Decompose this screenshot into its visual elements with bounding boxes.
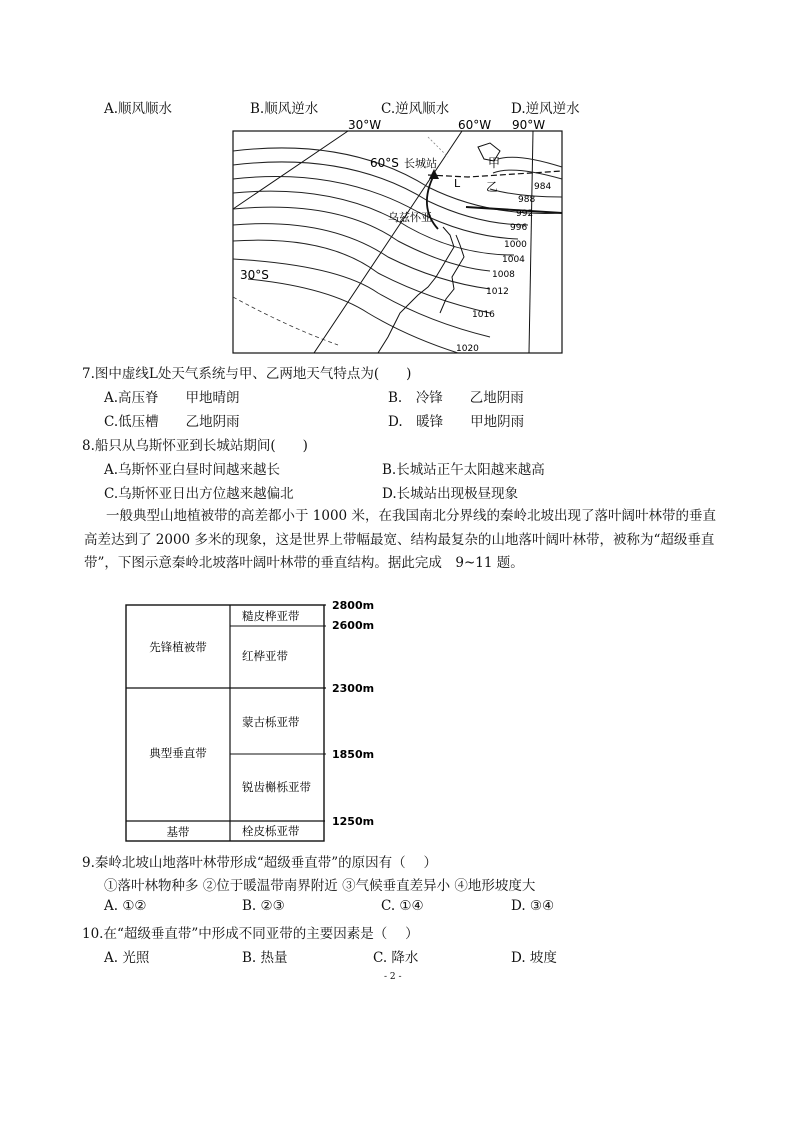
- q6-option-b: B.顺风逆水: [250, 101, 319, 117]
- subzone-mongolian-oak: 蒙古栎亚带: [242, 715, 300, 729]
- subzone-red-birch: 红桦亚带: [242, 649, 288, 663]
- isobar-1008: 1008: [492, 270, 515, 280]
- isobars: [233, 148, 562, 353]
- q9-option-b: B. ②③: [242, 898, 285, 914]
- q8-option-d: D.长城站出现极昼现象: [382, 486, 519, 502]
- isobar-1012: 1012: [486, 287, 509, 297]
- q10-option-b: B. 热量: [242, 950, 288, 966]
- elev-1250: 1250m: [332, 815, 375, 828]
- q8-option-b: B.长城站正午太阳越来越高: [382, 462, 545, 478]
- isobar-1020: 1020: [456, 344, 479, 354]
- subzone-rough-birch: 糙皮桦亚带: [242, 609, 300, 623]
- passage-text: 一般典型山地植被带的高差都小于 1000 米，在我国南北分界线的秦岭北坡出现了落叶阔叶林带的垂直高差达到了 2000 多米的现象，这是世界上带幅最宽、结构最复杂的山地落叶阔叶林带，被称为“超级垂直带”，下图示意秦岭北坡落叶阔叶林带的垂直结构。据此完成 9~11 题。: [84, 508, 716, 571]
- weather-map: [228, 117, 568, 357]
- lat-label-60s: 60°S: [370, 156, 399, 170]
- q7-option-c: C.低压槽 乙地阴雨: [104, 414, 240, 430]
- isobar-984: 984: [534, 182, 552, 192]
- coastline-east: [440, 235, 464, 313]
- meridian-90w: [529, 131, 533, 353]
- q7-option-d: D. 暖锋 甲地阴雨: [388, 414, 525, 430]
- elev-2600: 2600m: [332, 619, 375, 632]
- isobar-1000: 1000: [504, 240, 527, 250]
- isobar-988: 988: [518, 195, 536, 205]
- place-jia: 甲: [488, 156, 501, 170]
- lon-label-60w: 60°W: [458, 118, 492, 132]
- q10-option-c: C. 降水: [373, 950, 419, 966]
- elev-2800: 2800m: [332, 599, 375, 612]
- group-pioneer: 先锋植被带: [149, 640, 207, 654]
- elev-2300: 2300m: [332, 682, 375, 695]
- q8-option-a: A.乌斯怀亚白昼时间越来越长: [104, 462, 281, 478]
- isobar-996: 996: [510, 223, 528, 233]
- subzone-sawtooth-oak: 锐齿槲栎亚带: [242, 780, 311, 794]
- lon-label-90w: 90°W: [512, 118, 546, 132]
- front-L-label: L: [454, 177, 461, 190]
- place-ushuaia: 乌兹怀亚: [388, 211, 432, 224]
- place-yi: 乙: [486, 180, 499, 194]
- elev-1850: 1850m: [332, 748, 375, 761]
- group-typical: 典型垂直带: [149, 746, 207, 760]
- q8-option-c: C.乌斯怀亚日出方位越来越偏北: [104, 486, 294, 502]
- route-arrowhead: [429, 169, 439, 179]
- lat-30s-line: [233, 297, 338, 345]
- place-great-wall: 长城站: [404, 157, 437, 170]
- lat-label-30s: 30°S: [240, 268, 269, 282]
- vegetation-zone-chart: [120, 597, 390, 845]
- q7-option-a: A.高压脊 甲地晴朗: [104, 390, 240, 406]
- q10-stem: 10.在“超级垂直带”中形成不同亚带的主要因素是（ ）: [82, 926, 419, 942]
- q6-option-c: C.逆风顺水: [381, 101, 450, 117]
- q9-items: ①落叶林物种多 ②位于暖温带南界附近 ③气候垂直差异小 ④地形坡度大: [104, 878, 536, 894]
- page-number: - 2 -: [384, 972, 402, 982]
- q10-option-a: A. 光照: [104, 950, 150, 966]
- group-base: 基带: [166, 825, 190, 839]
- q6-option-a: A.顺风顺水: [104, 101, 173, 117]
- q8-stem: 8.船只从乌斯怀亚到长城站期间( ): [82, 438, 308, 454]
- dotted-line: [428, 137, 448, 157]
- isobar-1004: 1004: [502, 255, 525, 265]
- q9-option-a: A. ①②: [104, 898, 147, 914]
- isobar-992: 992: [516, 209, 534, 219]
- subzone-cork-oak: 栓皮栎亚带: [242, 824, 300, 838]
- q7-option-b: B. 冷锋 乙地阴雨: [388, 390, 524, 406]
- isobar-1016: 1016: [472, 310, 495, 320]
- q6-option-d: D.逆风逆水: [511, 101, 580, 117]
- q10-option-d: D. 坡度: [511, 950, 557, 966]
- q9-option-d: D. ③④: [511, 898, 555, 914]
- q9-option-c: C. ①④: [381, 898, 424, 914]
- q9-stem: 9.秦岭北坡山地落叶林带形成“超级垂直带”的原因有（ ）: [82, 855, 437, 871]
- lon-label-30w: 30°W: [348, 118, 382, 132]
- q7-stem: 7.图中虚线L处天气系统与甲、乙两地天气特点为( ): [82, 366, 412, 382]
